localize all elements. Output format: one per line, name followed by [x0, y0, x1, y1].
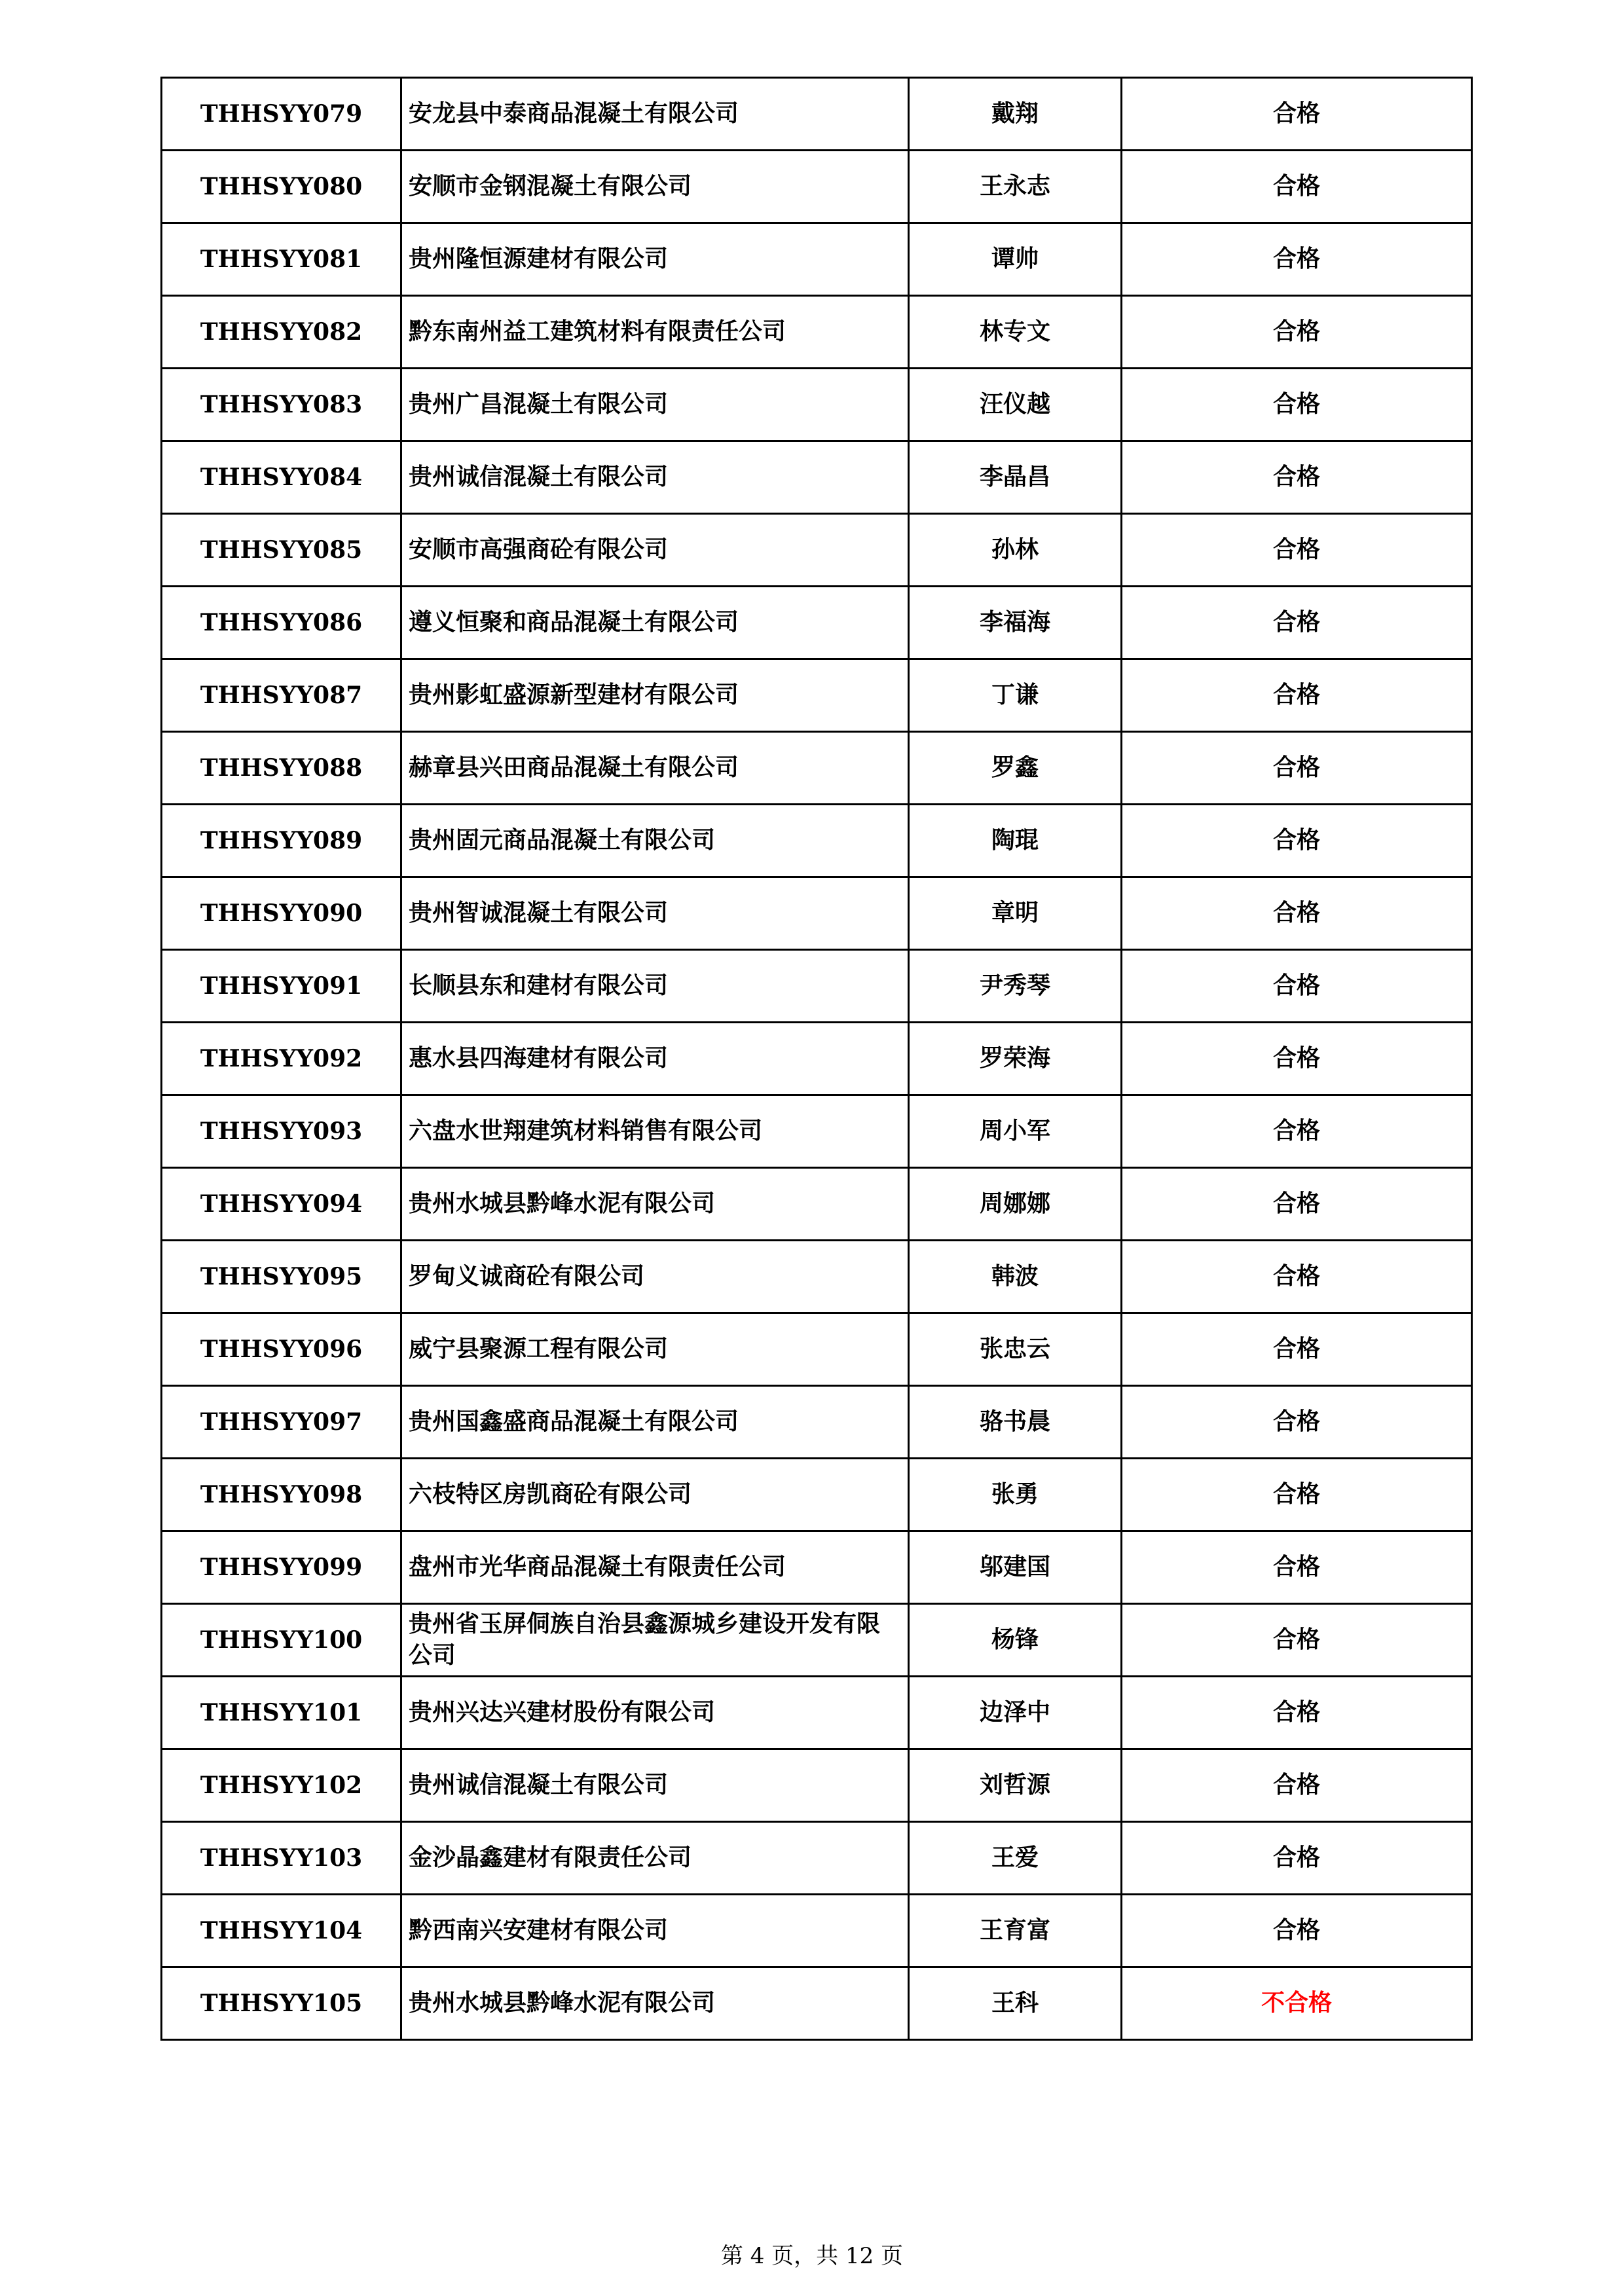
table-row	[162, 1313, 1472, 1386]
cell-company: 贵州诚信混凝土有限公司	[401, 441, 909, 514]
table-row	[162, 950, 1472, 1023]
cell-result: 合格	[1122, 1895, 1472, 1967]
cell-company: 贵州水城县黔峰水泥有限公司	[401, 1967, 909, 2040]
cell-result: 合格	[1122, 296, 1472, 369]
table-row	[162, 1822, 1472, 1895]
cell-id: THHSYY086	[162, 587, 401, 659]
cell-id: THHSYY102	[162, 1749, 401, 1822]
cell-person-name: 尹秀琴	[909, 950, 1122, 1023]
cell-result: 合格	[1122, 1386, 1472, 1459]
cell-result: 合格	[1122, 1604, 1472, 1677]
cell-id: THHSYY082	[162, 296, 401, 369]
cell-person-name: 林专文	[909, 296, 1122, 369]
cell-id: THHSYY084	[162, 441, 401, 514]
cell-person-name: 刘哲源	[909, 1749, 1122, 1822]
cell-company: 盘州市光华商品混凝土有限责任公司	[401, 1531, 909, 1604]
cell-person-name: 王永志	[909, 151, 1122, 223]
cell-id: THHSYY081	[162, 223, 401, 296]
cell-company: 贵州国鑫盛商品混凝土有限公司	[401, 1386, 909, 1459]
cell-result: 合格	[1122, 1023, 1472, 1095]
cell-result: 合格	[1122, 1749, 1472, 1822]
cell-company: 贵州隆恒源建材有限公司	[401, 223, 909, 296]
cell-person-name: 罗鑫	[909, 732, 1122, 805]
cell-person-name: 骆书晨	[909, 1386, 1122, 1459]
cell-id: THHSYY104	[162, 1895, 401, 1967]
cell-result: 合格	[1122, 877, 1472, 950]
cell-result: 合格	[1122, 732, 1472, 805]
cell-result: 合格	[1122, 659, 1472, 732]
cell-id: THHSYY090	[162, 877, 401, 950]
cell-company: 安顺市高强商砼有限公司	[401, 514, 909, 587]
table-row	[162, 1168, 1472, 1241]
cell-company: 威宁县聚源工程有限公司	[401, 1313, 909, 1386]
table-row	[162, 1531, 1472, 1604]
cell-company: 贵州省玉屏侗族自治县鑫源城乡建设开发有限公司	[401, 1604, 909, 1677]
cell-person-name: 边泽中	[909, 1677, 1122, 1749]
cell-person-name: 戴翔	[909, 78, 1122, 151]
cell-id: THHSYY085	[162, 514, 401, 587]
cell-company: 黔东南州益工建筑材料有限责任公司	[401, 296, 909, 369]
table-row	[162, 223, 1472, 296]
table-row	[162, 78, 1472, 151]
cell-id: THHSYY095	[162, 1241, 401, 1313]
table-row	[162, 1023, 1472, 1095]
cell-person-name: 韩波	[909, 1241, 1122, 1313]
table-row	[162, 659, 1472, 732]
cell-company: 六枝特区房凯商砼有限公司	[401, 1459, 909, 1531]
table-row	[162, 151, 1472, 223]
cell-company: 惠水县四海建材有限公司	[401, 1023, 909, 1095]
cell-id: THHSYY101	[162, 1677, 401, 1749]
cell-id: THHSYY080	[162, 151, 401, 223]
cell-company: 贵州影虹盛源新型建材有限公司	[401, 659, 909, 732]
cell-person-name: 张忠云	[909, 1313, 1122, 1386]
cell-id: THHSYY099	[162, 1531, 401, 1604]
cell-id: THHSYY096	[162, 1313, 401, 1386]
cell-company: 贵州水城县黔峰水泥有限公司	[401, 1168, 909, 1241]
cell-result: 不合格	[1122, 1967, 1472, 2040]
cell-result: 合格	[1122, 369, 1472, 441]
cell-company: 赫章县兴田商品混凝土有限公司	[401, 732, 909, 805]
cell-company: 遵义恒聚和商品混凝土有限公司	[401, 587, 909, 659]
table-row	[162, 1604, 1472, 1677]
cell-person-name: 邬建国	[909, 1531, 1122, 1604]
results-table-body	[162, 78, 1472, 2040]
table-row	[162, 1967, 1472, 2040]
cell-result: 合格	[1122, 1313, 1472, 1386]
cell-result: 合格	[1122, 514, 1472, 587]
results-table	[160, 77, 1473, 2041]
cell-person-name: 章明	[909, 877, 1122, 950]
table-row	[162, 805, 1472, 877]
table-row	[162, 296, 1472, 369]
cell-company: 贵州智诚混凝土有限公司	[401, 877, 909, 950]
cell-person-name: 李福海	[909, 587, 1122, 659]
table-row	[162, 441, 1472, 514]
page-footer: 第 4 页，共 12 页	[720, 2243, 904, 2269]
cell-result: 合格	[1122, 1822, 1472, 1895]
table-row	[162, 877, 1472, 950]
cell-result: 合格	[1122, 223, 1472, 296]
cell-result: 合格	[1122, 587, 1472, 659]
cell-result: 合格	[1122, 78, 1472, 151]
cell-company: 黔西南兴安建材有限公司	[401, 1895, 909, 1967]
cell-company: 长顺县东和建材有限公司	[401, 950, 909, 1023]
cell-person-name: 张勇	[909, 1459, 1122, 1531]
cell-company: 贵州诚信混凝土有限公司	[401, 1749, 909, 1822]
cell-result: 合格	[1122, 1168, 1472, 1241]
cell-person-name: 谭帅	[909, 223, 1122, 296]
table-row	[162, 587, 1472, 659]
cell-id: THHSYY093	[162, 1095, 401, 1168]
cell-id: THHSYY092	[162, 1023, 401, 1095]
cell-result: 合格	[1122, 950, 1472, 1023]
cell-result: 合格	[1122, 151, 1472, 223]
cell-result: 合格	[1122, 441, 1472, 514]
cell-id: THHSYY083	[162, 369, 401, 441]
table-row	[162, 1386, 1472, 1459]
cell-id: THHSYY091	[162, 950, 401, 1023]
cell-result: 合格	[1122, 1241, 1472, 1313]
table-row	[162, 514, 1472, 587]
table-row	[162, 1459, 1472, 1531]
cell-id: THHSYY103	[162, 1822, 401, 1895]
cell-company: 贵州固元商品混凝土有限公司	[401, 805, 909, 877]
cell-id: THHSYY089	[162, 805, 401, 877]
cell-person-name: 罗荣海	[909, 1023, 1122, 1095]
cell-result: 合格	[1122, 1459, 1472, 1531]
table-row	[162, 1677, 1472, 1749]
cell-person-name: 周娜娜	[909, 1168, 1122, 1241]
cell-id: THHSYY094	[162, 1168, 401, 1241]
cell-company: 安龙县中泰商品混凝土有限公司	[401, 78, 909, 151]
cell-company: 安顺市金钢混凝土有限公司	[401, 151, 909, 223]
cell-id: THHSYY098	[162, 1459, 401, 1531]
table-row	[162, 1095, 1472, 1168]
cell-company: 罗甸义诚商砼有限公司	[401, 1241, 909, 1313]
table-row	[162, 1895, 1472, 1967]
cell-company: 金沙晶鑫建材有限责任公司	[401, 1822, 909, 1895]
cell-person-name: 孙林	[909, 514, 1122, 587]
cell-person-name: 王育富	[909, 1895, 1122, 1967]
table-row	[162, 369, 1472, 441]
cell-person-name: 汪仪越	[909, 369, 1122, 441]
cell-person-name: 王科	[909, 1967, 1122, 2040]
cell-id: THHSYY087	[162, 659, 401, 732]
cell-person-name: 李晶昌	[909, 441, 1122, 514]
cell-result: 合格	[1122, 1095, 1472, 1168]
table-row	[162, 1241, 1472, 1313]
cell-person-name: 杨锋	[909, 1604, 1122, 1677]
cell-result: 合格	[1122, 805, 1472, 877]
cell-company: 六盘水世翔建筑材料销售有限公司	[401, 1095, 909, 1168]
cell-company: 贵州兴达兴建材股份有限公司	[401, 1677, 909, 1749]
cell-person-name: 周小军	[909, 1095, 1122, 1168]
cell-result: 合格	[1122, 1677, 1472, 1749]
cell-id: THHSYY079	[162, 78, 401, 151]
table-row	[162, 732, 1472, 805]
cell-person-name: 陶琨	[909, 805, 1122, 877]
table-row	[162, 1749, 1472, 1822]
cell-person-name: 丁谦	[909, 659, 1122, 732]
cell-person-name: 王爱	[909, 1822, 1122, 1895]
cell-id: THHSYY097	[162, 1386, 401, 1459]
cell-company: 贵州广昌混凝土有限公司	[401, 369, 909, 441]
cell-id: THHSYY100	[162, 1604, 401, 1677]
cell-result: 合格	[1122, 1531, 1472, 1604]
cell-id: THHSYY105	[162, 1967, 401, 2040]
cell-id: THHSYY088	[162, 732, 401, 805]
